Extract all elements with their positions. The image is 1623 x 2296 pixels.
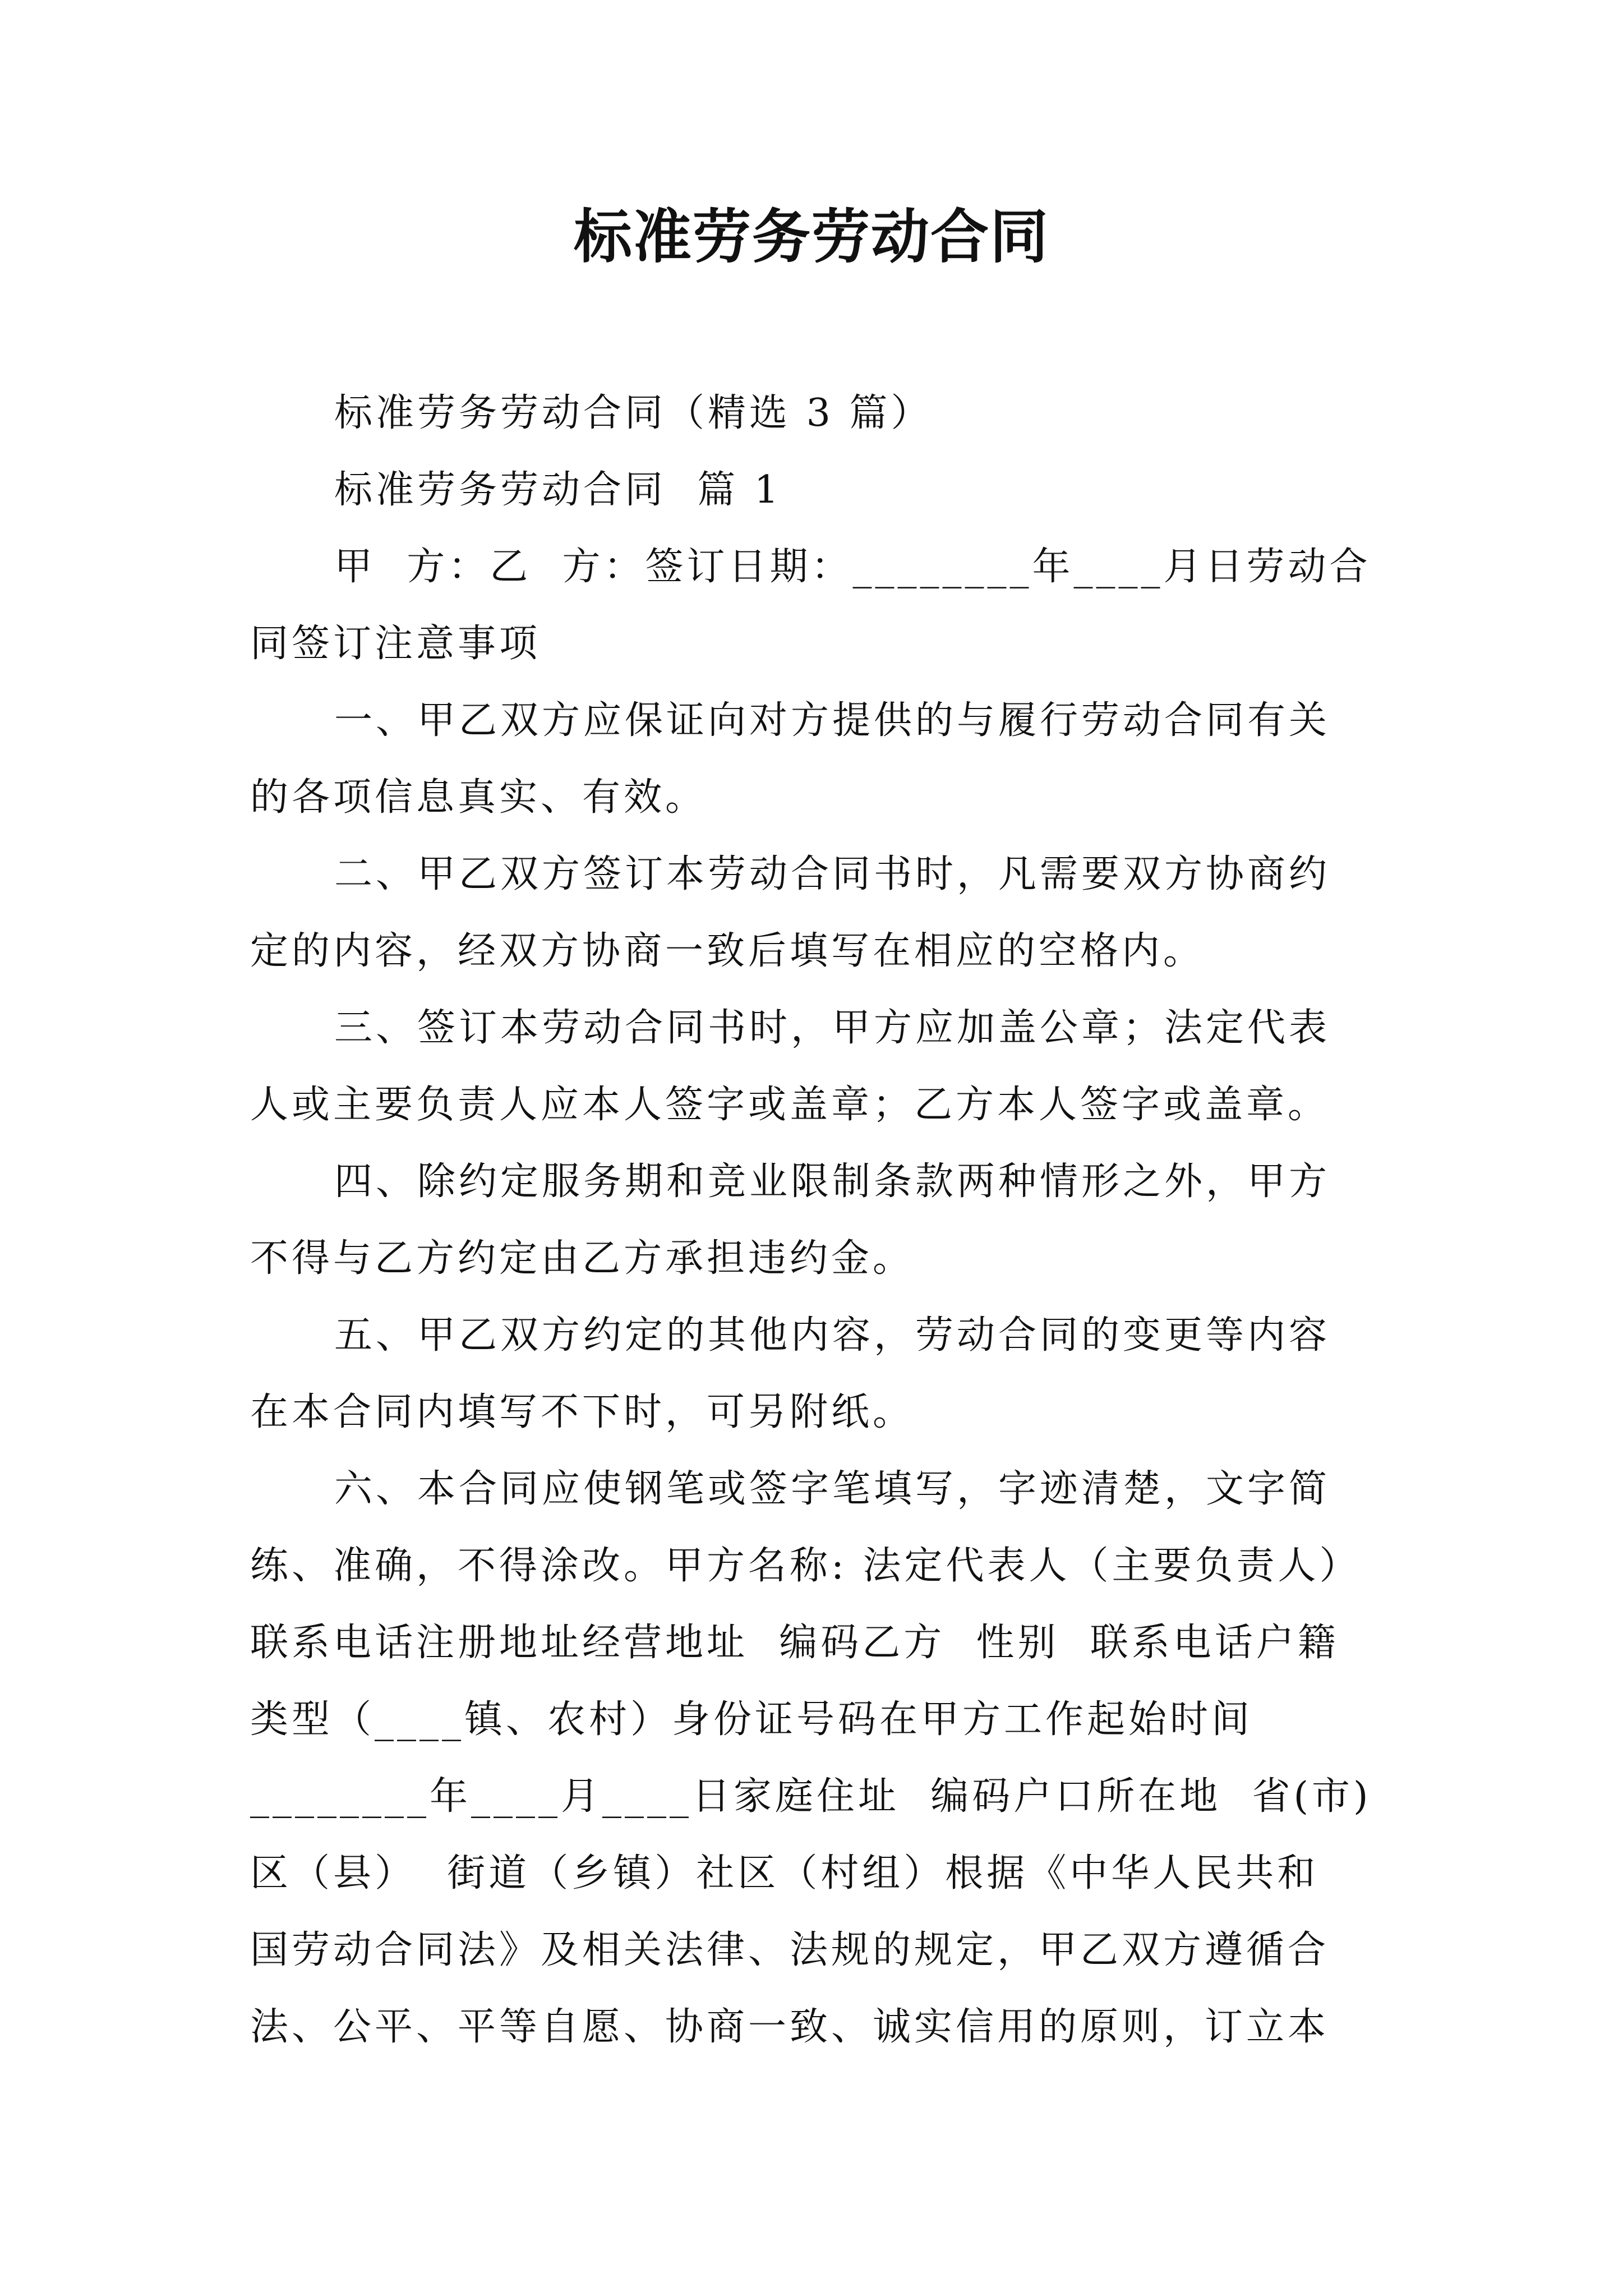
paragraph-line: 同签订注意事项 — [250, 622, 541, 666]
paragraph-line: 一、甲乙双方应保证向对方提供的与履行劳动合同有关 — [334, 698, 1331, 743]
paragraph-line: 在本合同内填写不下时，可另附纸。 — [250, 1390, 915, 1434]
paragraph-line: 国劳动合同法》及相关法律、法规的规定，甲乙双方遵循合 — [250, 1928, 1330, 1972]
section-heading: 标准劳务劳动合同 篇 1 — [334, 468, 782, 512]
paragraph-line: 的各项信息真实、有效。 — [250, 775, 707, 820]
paragraph-line: 定的内容，经双方协商一致后填写在相应的空格内。 — [250, 929, 1205, 973]
paragraph-line: 二、甲乙双方签订本劳动合同书时，凡需要双方协商约 — [334, 852, 1331, 896]
paragraph-line: 三、签订本劳动合同书时，甲方应加盖公章；法定代表 — [334, 1006, 1331, 1050]
document-title: 标准劳务劳动合同 — [573, 202, 1049, 271]
paragraph-line: 区（县） 街道（乡镇）社区（村组）根据《中华人民共和 — [250, 1851, 1319, 1895]
paragraph-line: 类型（____镇、农村）身份证号码在甲方工作起始时间 — [250, 1697, 1253, 1742]
paragraph-line: 六、本合同应使钢笔或签字笔填写，字迹清楚，文字简 — [334, 1467, 1331, 1511]
subtitle-line: 标准劳务劳动合同（精选 3 篇） — [334, 391, 933, 435]
paragraph-line: 练、准确，不得涂改。甲方名称: 法定代表人（主要负责人） — [250, 1544, 1361, 1588]
paragraph-line: 法、公平、平等自愿、协商一致、诚实信用的原则，订立本 — [250, 2005, 1330, 2049]
paragraph-line: 人或主要负责人应本人签字或盖章；乙方本人签字或盖章。 — [250, 1083, 1330, 1127]
paragraph-line: 五、甲乙双方约定的其他内容，劳动合同的变更等内容 — [334, 1313, 1331, 1358]
paragraph-line: ________年____月____日家庭住址 编码户口所在地 省(市) — [250, 1774, 1372, 1819]
paragraph-line: 四、除约定服务期和竞业限制条款两种情形之外，甲方 — [334, 1159, 1331, 1204]
paragraph-line: 甲 方：乙 方：签订日期：________年____月日劳动合 — [334, 545, 1371, 589]
paragraph-line: 不得与乙方约定由乙方承担违约金。 — [250, 1236, 915, 1281]
paragraph-line: 联系电话注册地址经营地址 编码乙方 性别 联系电话户籍 — [250, 1621, 1339, 1665]
document-body — [250, 375, 1394, 2065]
